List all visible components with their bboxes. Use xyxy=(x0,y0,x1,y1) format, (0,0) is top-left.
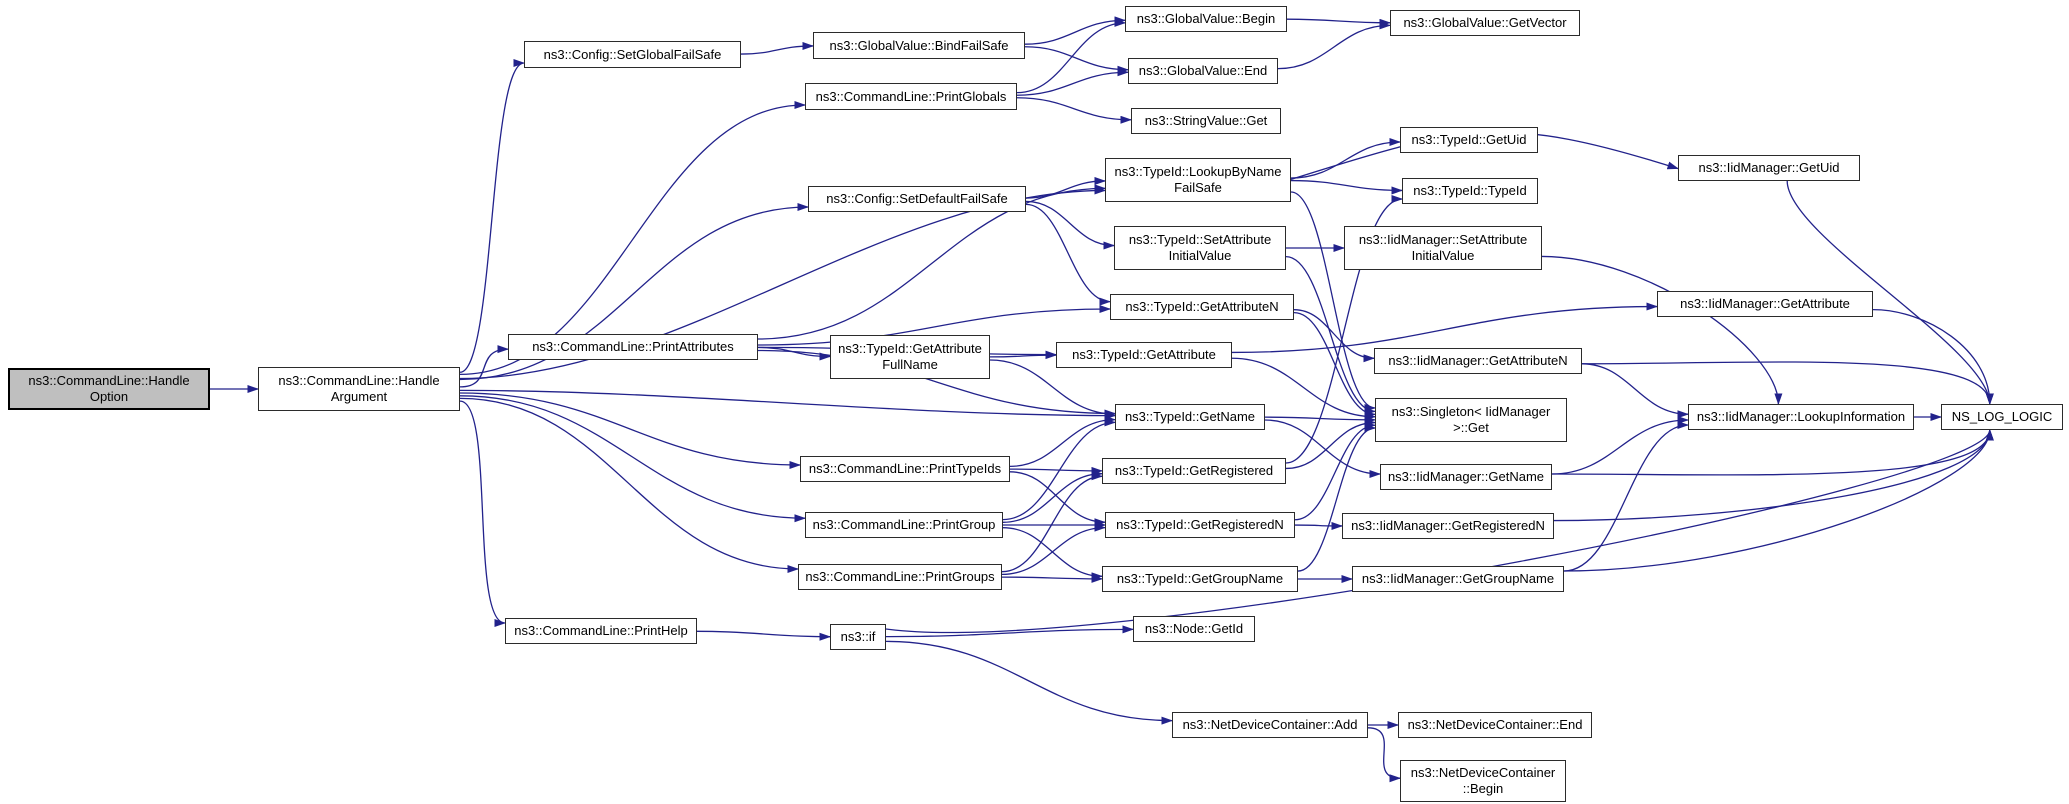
node-label: Option xyxy=(89,389,129,404)
node-label: ns3::TypeId::GetGroupName xyxy=(1116,571,1284,586)
edge-global-value-end-global-value-get-vector xyxy=(1278,25,1390,68)
node-label: ns3::CommandLine::Handle xyxy=(28,373,190,388)
node-iid-manager-get-uid[interactable] xyxy=(1678,155,1860,181)
node-label: ns3::IidManager::GetRegisteredN xyxy=(1351,518,1545,533)
node-type-id-get-attribute[interactable] xyxy=(1056,342,1232,368)
node-label: ns3::IidManager::GetAttributeN xyxy=(1388,353,1568,368)
edge-print-globals-global-value-end xyxy=(1017,72,1128,95)
node-bind-fail-safe[interactable] xyxy=(813,32,1025,59)
node-type-id-get-group-name[interactable] xyxy=(1102,566,1298,592)
node-singleton-get[interactable] xyxy=(1375,398,1567,442)
edge-type-id-set-attribute-initial-value-singleton-get xyxy=(1286,257,1375,412)
edge-set-global-fail-safe-bind-fail-safe xyxy=(741,46,813,54)
node-type-id-get-registered-n[interactable] xyxy=(1105,512,1295,538)
edge-type-id-get-attribute-iid-manager-get-attribute xyxy=(1232,307,1657,353)
edge-print-help-ns3-if xyxy=(697,631,830,636)
node-type-id-get-uid[interactable] xyxy=(1400,127,1538,153)
node-label: ns3::IidManager::LookupInformation xyxy=(1696,409,1906,424)
node-iid-manager-get-attribute[interactable] xyxy=(1657,291,1873,317)
node-iid-manager-get-group-name[interactable] xyxy=(1352,566,1564,592)
node-label: ns3::TypeId::GetAttribute xyxy=(1072,347,1216,362)
node-print-globals[interactable] xyxy=(805,83,1017,110)
node-get-attribute-full-name[interactable] xyxy=(830,335,990,379)
edge-set-default-fail-safe-type-id-get-attribute-n xyxy=(1026,204,1110,301)
edge-print-groups-type-id-get-registered xyxy=(1002,476,1102,571)
node-global-value-begin[interactable] xyxy=(1125,6,1287,32)
node-label: ns3::Config::SetDefaultFailSafe xyxy=(826,191,1008,206)
edge-iid-manager-get-group-name-ns-log-logic xyxy=(1564,430,1990,571)
node-label: InitialValue xyxy=(1168,248,1232,263)
node-label: ns3::IidManager::SetAttribute xyxy=(1358,232,1528,247)
node-label: ns3::IidManager::GetUid xyxy=(1698,160,1840,175)
node-label: ns3::CommandLine::PrintGroup xyxy=(812,517,996,532)
node-label: ns3::NetDeviceContainer xyxy=(1410,765,1556,780)
node-label: ns3::CommandLine::PrintTypeIds xyxy=(808,461,1002,476)
edge-iid-manager-get-name-lookup-information xyxy=(1552,420,1688,474)
node-label: ns3::GlobalValue::GetVector xyxy=(1403,15,1567,30)
edge-bind-fail-safe-global-value-end xyxy=(1025,47,1128,70)
edge-type-id-get-registered-n-iid-manager-get-registered-n xyxy=(1295,525,1342,526)
node-label: InitialValue xyxy=(1411,248,1475,263)
node-label: ns3::Singleton< IidManager xyxy=(1391,404,1551,419)
node-label: ns3::TypeId::GetRegistered xyxy=(1114,463,1274,478)
edge-handle-argument-print-help xyxy=(460,401,505,623)
edge-print-globals-string-value-get xyxy=(1017,98,1131,120)
node-label: ns3::CommandLine::PrintAttributes xyxy=(532,339,734,354)
node-ns3-if[interactable] xyxy=(830,624,886,650)
node-label: ns3::CommandLine::PrintGlobals xyxy=(815,88,1007,104)
node-type-id-get-name[interactable] xyxy=(1115,404,1265,430)
edge-iid-manager-get-attribute-n-lookup-information xyxy=(1582,364,1688,414)
edge-handle-argument-print-groups xyxy=(460,398,798,569)
node-net-device-container-end[interactable] xyxy=(1398,712,1592,738)
edge-lookup-by-name-fail-safe-type-id-constructor xyxy=(1291,181,1402,191)
node-label: NS_LOG_LOGIC xyxy=(1951,409,2053,424)
edge-get-attribute-full-name-type-id-get-attribute xyxy=(990,355,1056,357)
edge-net-device-container-add-net-device-container-begin xyxy=(1368,728,1400,778)
node-label: ns3::Config::SetGlobalFailSafe xyxy=(543,46,722,62)
edge-iid-manager-get-attribute-n-ns-log-logic xyxy=(1582,362,1990,404)
node-label: >::Get xyxy=(1453,420,1489,435)
edge-global-value-begin-global-value-get-vector xyxy=(1287,19,1390,23)
node-net-device-container-add[interactable] xyxy=(1172,712,1368,738)
node-print-attributes[interactable] xyxy=(508,334,758,360)
node-label: ns3::CommandLine::Handle xyxy=(278,373,440,388)
node-label: ::Begin xyxy=(1462,781,1504,796)
node-iid-manager-get-registered-n[interactable] xyxy=(1342,513,1554,539)
edge-ns3-if-net-device-container-add xyxy=(886,641,1172,720)
edge-handle-argument-print-group xyxy=(460,396,805,518)
node-label: ns3::TypeId::TypeId xyxy=(1413,183,1527,198)
node-label: ns3::Node::GetId xyxy=(1144,621,1244,636)
edge-iid-manager-set-attribute-initial-value-lookup-information xyxy=(1542,256,1778,404)
edge-handle-argument-print-type-ids xyxy=(460,393,800,465)
node-label: ns3::NetDeviceContainer::End xyxy=(1407,717,1583,732)
node-label: ns3::CommandLine::PrintHelp xyxy=(514,623,688,638)
node-label: FullName xyxy=(882,357,938,372)
edge-iid-manager-get-name-ns-log-logic xyxy=(1552,430,1990,475)
node-set-default-fail-safe[interactable] xyxy=(808,186,1026,212)
node-handle-option[interactable] xyxy=(8,368,210,410)
node-type-id-constructor[interactable] xyxy=(1402,178,1538,204)
edge-type-id-get-group-name-singleton-get xyxy=(1298,428,1375,571)
node-node-get-id[interactable] xyxy=(1133,616,1255,642)
node-global-value-get-vector[interactable] xyxy=(1390,10,1580,36)
node-label: FailSafe xyxy=(1174,180,1222,195)
edge-handle-argument-type-id-get-name xyxy=(460,390,1115,415)
node-handle-argument[interactable] xyxy=(258,367,460,411)
edge-print-groups-type-id-get-group-name xyxy=(1002,577,1102,579)
node-label: ns3::StringValue::Get xyxy=(1144,113,1268,128)
node-label: ns3::TypeId::SetAttribute xyxy=(1128,232,1272,247)
node-type-id-get-attribute-n[interactable] xyxy=(1110,294,1294,320)
edge-lookup-by-name-fail-safe-type-id-get-uid xyxy=(1291,142,1400,178)
node-print-type-ids[interactable] xyxy=(800,456,1010,482)
node-lookup-information[interactable] xyxy=(1688,404,1914,430)
node-label: ns3::GlobalValue::End xyxy=(1138,63,1268,78)
node-label: ns3::GlobalValue::BindFailSafe xyxy=(829,37,1009,53)
edge-iid-manager-get-attribute-ns-log-logic xyxy=(1873,310,1990,404)
node-iid-manager-get-attribute-n[interactable] xyxy=(1374,348,1582,374)
node-type-id-set-attribute-initial-value[interactable] xyxy=(1114,226,1286,270)
edge-handle-argument-set-global-fail-safe xyxy=(460,63,524,372)
node-label: ns3::IidManager::GetName xyxy=(1387,469,1545,484)
node-ns-log-logic[interactable] xyxy=(1941,404,2063,430)
node-string-value-get[interactable] xyxy=(1131,108,1281,134)
node-print-groups[interactable] xyxy=(798,564,1002,590)
node-label: ns3::TypeId::GetName xyxy=(1124,409,1256,424)
node-label: ns3::TypeId::LookupByName xyxy=(1114,164,1282,179)
node-label: ns3::IidManager::GetAttribute xyxy=(1680,296,1850,311)
node-iid-manager-get-name[interactable] xyxy=(1380,464,1552,490)
node-print-help[interactable] xyxy=(505,618,697,644)
node-iid-manager-set-attribute-initial-value[interactable] xyxy=(1344,226,1542,270)
node-label: ns3::NetDeviceContainer::Add xyxy=(1182,717,1358,732)
edge-print-type-ids-type-id-get-registered xyxy=(1010,469,1102,471)
edge-bind-fail-safe-global-value-begin xyxy=(1025,20,1125,44)
node-label: ns3::IidManager::GetGroupName xyxy=(1361,571,1555,586)
node-label: ns3::if xyxy=(840,629,876,644)
node-print-group[interactable] xyxy=(805,512,1003,538)
node-label: ns3::TypeId::GetAttribute xyxy=(838,341,982,356)
node-set-global-fail-safe[interactable] xyxy=(524,41,741,68)
node-type-id-get-registered[interactable] xyxy=(1102,458,1286,484)
node-label: ns3::CommandLine::PrintGroups xyxy=(805,569,995,584)
node-label: ns3::TypeId::GetRegisteredN xyxy=(1116,517,1284,532)
node-global-value-end[interactable] xyxy=(1128,58,1278,84)
node-label: ns3::TypeId::GetUid xyxy=(1411,132,1527,147)
node-net-device-container-begin[interactable] xyxy=(1400,760,1566,802)
node-label: ns3::TypeId::GetAttributeN xyxy=(1125,299,1279,314)
node-label: Argument xyxy=(330,389,388,404)
node-lookup-by-name-fail-safe[interactable] xyxy=(1105,158,1291,202)
node-label: ns3::GlobalValue::Begin xyxy=(1136,11,1276,26)
edge-get-attribute-full-name-type-id-get-name xyxy=(990,360,1115,414)
